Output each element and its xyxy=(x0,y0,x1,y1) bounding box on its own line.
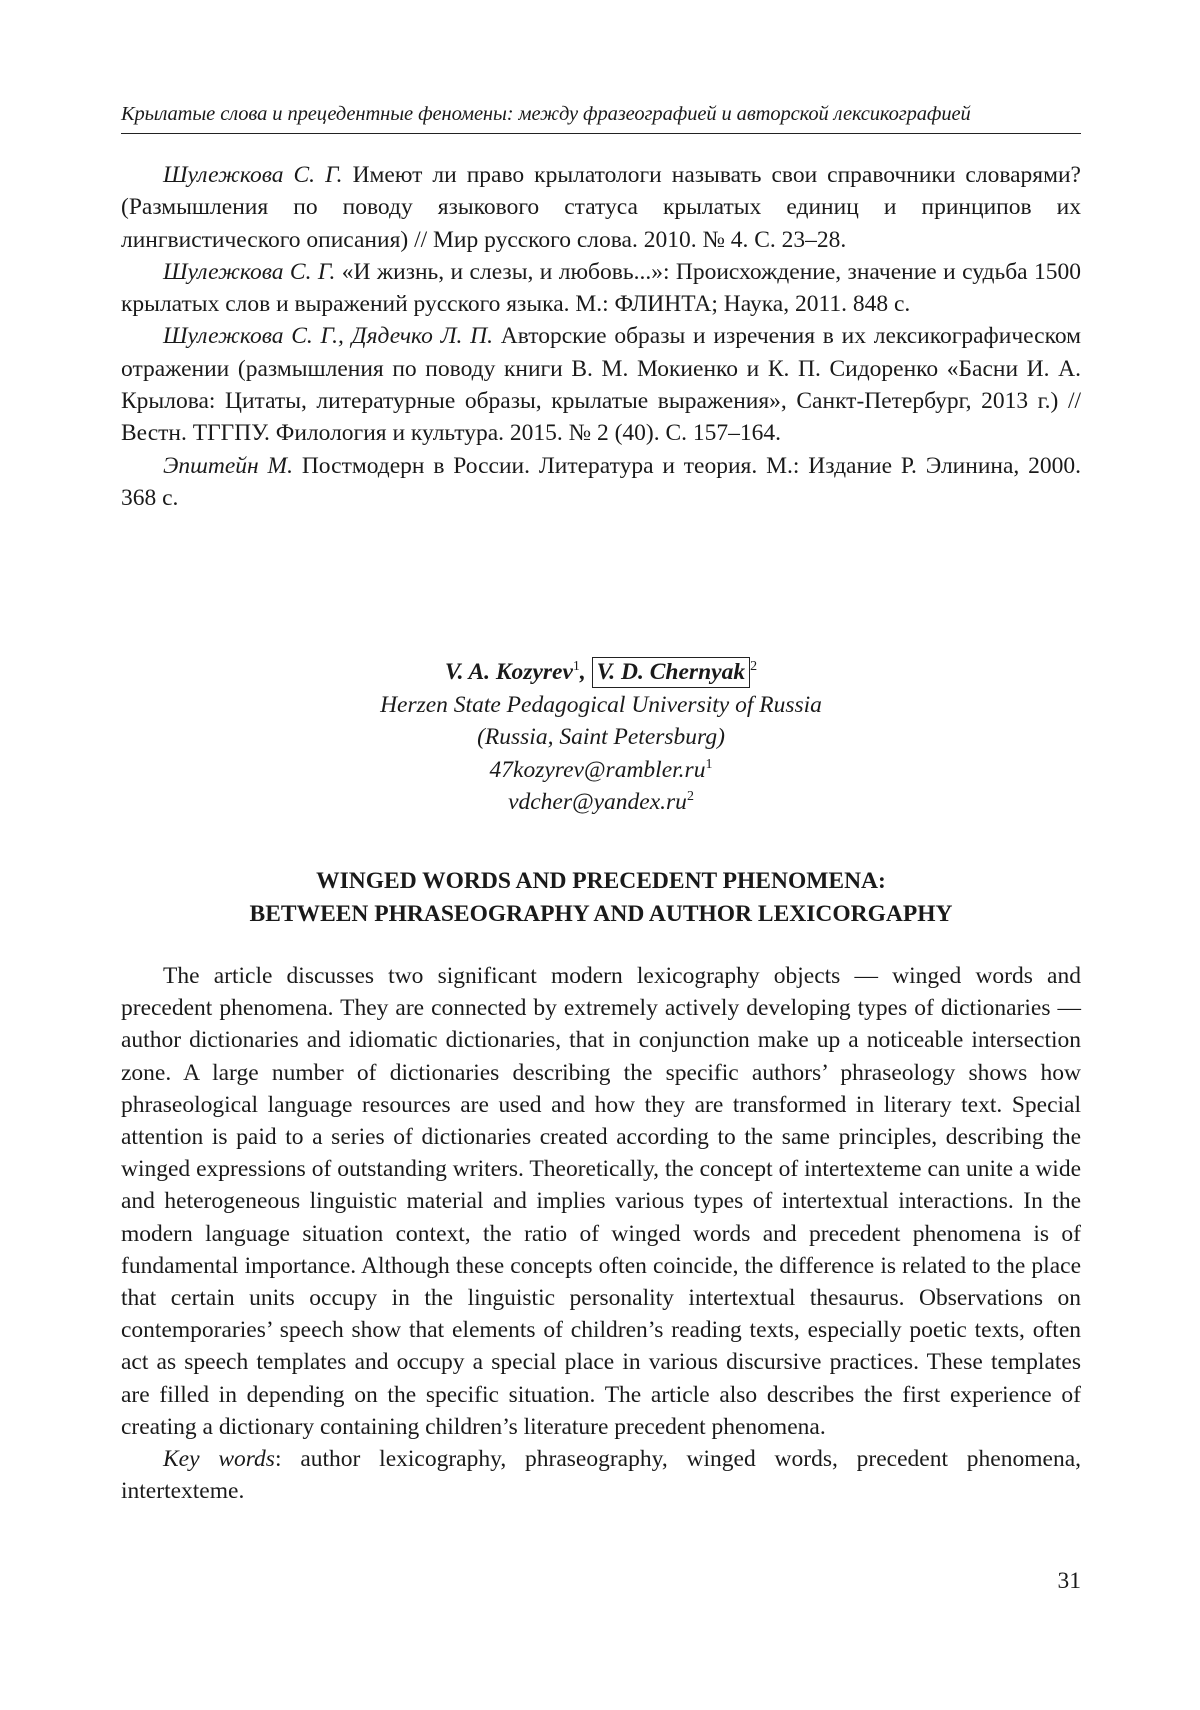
email-chernyak-line xyxy=(121,786,1081,819)
keywords xyxy=(121,1443,1081,1507)
location: (Russia, Saint Petersburg) xyxy=(477,724,725,750)
affiliation: Herzen State Pedagogical University of Russia xyxy=(380,691,822,718)
author-kozyrev: V. A. Kozyrev xyxy=(444,659,573,685)
running-head: Крылатые слова и прецедентные феномены: между фразеографией и авторской лексикографией xyxy=(121,103,971,125)
keywords-text: author lexicography, phraseography, winged words, precedent phenomena, intertexteme. xyxy=(121,1446,1081,1505)
author-kozyrev-sup: 1 xyxy=(572,659,580,675)
authors-line xyxy=(121,656,1081,689)
reference-text: Постмодерн в России. Литература и теория. М.: Издание Р. Элинина, 2000. 368 с. xyxy=(121,452,1081,511)
keywords-separator: : xyxy=(274,1446,301,1473)
reference-author: Эпштейн М. xyxy=(163,452,293,479)
article-title xyxy=(121,865,1081,930)
abstract xyxy=(121,960,1081,1507)
reference-item xyxy=(121,450,1081,515)
reference-author: Шулежкова С. Г. xyxy=(163,162,343,188)
abstract-text: The article discusses two significant modern lexicography objects — winged words and precedent phenomena. They are connected by extremely actively developing types of dictionaries — author dictionaries and idiomatic dictionaries, that in conjunction make up a noticeable intersection zone. A large number of dictionaries describing the specific authors’ phraseology shows how phraseological language resources are used and how they are transformed in literary text. Special attention is paid to a series of dictionaries created according to the same principles, describing the winged expressions of outstanding writers. Theoretically, the concept of intertexteme can unite a wide and heterogeneous linguistic material and implies various types of intertextual interactions. In the modern language situation context, the ratio of winged words and precedent phenomena is of fundamental importance. Although these concepts often coincide, the difference is related to the place that certain units occupy in the linguistic personality intertextual thesaurus. Observations on contemporaries’ speech show that elements of children’s reading texts, especially poetic texts, often act as speech templates and occupy a special place in various discursive practices. These templates are filled in depending on the specific situation. The article also describes the first experience of creating a dictionary containing children’s literature precedent phenomena. xyxy=(121,963,1081,1440)
header-rule xyxy=(121,133,1081,134)
email-kozyrev-line xyxy=(121,754,1081,787)
email-kozyrev: 47kozyrev@rambler.ru xyxy=(489,756,706,783)
author-chernyak: V. D. Chernyak xyxy=(592,657,750,688)
references-list xyxy=(121,159,1081,514)
title-line-2: BETWEEN PHRASEOGRAPHY AND AUTHOR LEXICORGAPHY xyxy=(249,900,953,927)
author-block xyxy=(121,656,1081,819)
author-chernyak-sup: 2 xyxy=(750,659,758,675)
page xyxy=(121,0,1081,1710)
keywords-label: Key words xyxy=(163,1446,275,1473)
reference-author: Шулежкова С. Г. xyxy=(163,258,336,285)
email-chernyak: vdcher@yandex.ru xyxy=(508,789,687,815)
reference-item xyxy=(121,320,1081,449)
reference-author: Шулежкова С. Г., Дядечко Л. П. xyxy=(163,323,494,350)
author-separator: , xyxy=(579,659,592,685)
reference-item xyxy=(121,159,1081,256)
reference-text: «И жизнь, и слезы, и любовь...»: Происхождение, значение и судьба 1500 крылатых слов и выражений русского языка. М.: ФЛИНТА; Наука, 2011. 848 с. xyxy=(121,258,1081,318)
page-number: 31 xyxy=(1057,1568,1081,1594)
email-kozyrev-sup: 1 xyxy=(705,756,713,772)
reference-item xyxy=(121,256,1081,321)
reference-text: Имеют ли право крылатологи называть свои справочники словарями? (Размышления по поводу языкового статуса крылатых единиц и принципов их лингвистического описания) // Мир русского слова. 2010. № 4. С. 23–28. xyxy=(121,162,1081,253)
email-chernyak-sup: 2 xyxy=(686,789,694,805)
title-line-1: WINGED WORDS AND PRECEDENT PHENOMENA: xyxy=(316,868,886,894)
reference-text: Авторские образы и изречения в их лексикографическом отражении (размышления по поводу книги В. М. Мокиенко и К. П. Сидоренко «Басни И. А. Крылова: Цитаты, литературные образы, крылатые выражения», Санкт-Петербург, 2013 г.) // Вестн. ТГГПУ. Филология и культура. 2015. № 2 (40). С. 157–164. xyxy=(121,323,1081,447)
